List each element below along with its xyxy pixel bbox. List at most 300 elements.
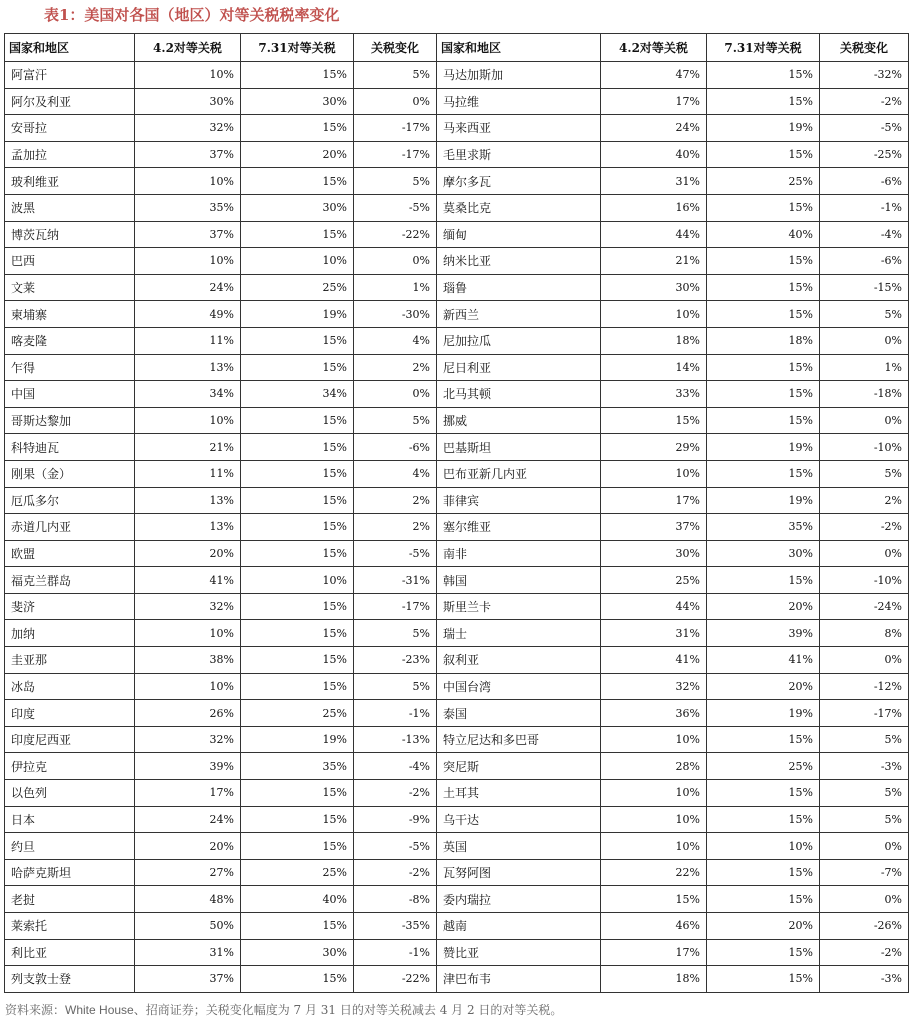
left-tariff-change-cell: -17% [354,115,437,142]
right-country-cell: 北马其顿 [437,381,601,408]
right-apr2-tariff-cell: 37% [601,514,707,541]
left-jul31-tariff-cell: 10% [241,248,354,275]
left-country-cell: 波黑 [5,194,135,221]
right-tariff-change-cell: -10% [820,567,909,594]
right-jul31-tariff-cell: 15% [707,62,820,89]
right-jul31-tariff-cell: 15% [707,248,820,275]
table-row [5,194,909,221]
table-row [5,620,909,647]
left-apr2-tariff-cell: 37% [135,966,241,993]
right-apr2-tariff-cell: 10% [601,301,707,328]
left-tariff-change-cell: -35% [354,913,437,940]
left-jul31-tariff-cell: 30% [241,88,354,115]
left-tariff-change-cell: -6% [354,434,437,461]
left-apr2-tariff-cell: 32% [135,115,241,142]
left-country-cell: 以色列 [5,780,135,807]
left-country-cell: 伊拉克 [5,753,135,780]
right-jul31-tariff-cell: 15% [707,354,820,381]
right-tariff-change-cell: 0% [820,833,909,860]
right-tariff-change-cell: -12% [820,673,909,700]
left-jul31-tariff-cell: 15% [241,460,354,487]
left-tariff-change-cell: -30% [354,301,437,328]
table-header-row [5,34,909,62]
left-country-cell: 加纳 [5,620,135,647]
left-apr2-tariff-cell: 24% [135,806,241,833]
right-country-cell: 纳米比亚 [437,248,601,275]
left-apr2-tariff-cell: 13% [135,487,241,514]
right-tariff-change-cell: 0% [820,886,909,913]
right-jul31-tariff-cell: 35% [707,514,820,541]
left-jul31-tariff-cell: 15% [241,593,354,620]
left-apr2-tariff-cell: 13% [135,354,241,381]
left-tariff-change-cell: 0% [354,381,437,408]
right-apr2-tariff-cell: 16% [601,194,707,221]
left-apr2-tariff-cell: 41% [135,567,241,594]
right-jul31-tariff-cell: 19% [707,434,820,461]
right-country-cell: 尼加拉瓜 [437,327,601,354]
table-row [5,753,909,780]
table-row [5,806,909,833]
left-jul31-tariff-cell: 34% [241,381,354,408]
right-apr2-tariff-cell: 31% [601,168,707,195]
right-country-cell: 马来西亚 [437,115,601,142]
table-row [5,966,909,993]
table-title: 表1：美国对各国（地区）对等关税税率变化 [44,6,340,24]
right-apr2-tariff-cell: 31% [601,620,707,647]
left-apr2-tariff-cell: 50% [135,913,241,940]
right-jul31-tariff-cell: 20% [707,593,820,620]
right-apr2-tariff-cell: 10% [601,806,707,833]
right-jul31-tariff-cell: 19% [707,700,820,727]
right-tariff-change-cell: 5% [820,726,909,753]
left-jul31-tariff-cell: 15% [241,673,354,700]
left-apr2-tariff-cell: 39% [135,753,241,780]
left-tariff-change-cell: -5% [354,540,437,567]
right-apr2-tariff-cell: 10% [601,460,707,487]
left-tariff-change-cell: -1% [354,939,437,966]
left-jul31-tariff-cell: 15% [241,913,354,940]
right-country-cell: 菲律宾 [437,487,601,514]
left-country-cell: 安哥拉 [5,115,135,142]
right-country-cell: 叙利亚 [437,647,601,674]
right-jul31-tariff-cell: 15% [707,939,820,966]
left-country-cell: 博茨瓦纳 [5,221,135,248]
right-tariff-change-cell: 0% [820,647,909,674]
left-jul31-tariff-cell: 15% [241,647,354,674]
left-apr2-tariff-cell: 31% [135,939,241,966]
right-apr2-tariff-cell: 24% [601,115,707,142]
right-jul31-tariff-cell: 15% [707,381,820,408]
left-jul31-tariff-cell: 19% [241,301,354,328]
table-row [5,434,909,461]
left-tariff-change-cell: 5% [354,673,437,700]
right-jul31-tariff-cell: 15% [707,88,820,115]
left-country-cell: 巴西 [5,248,135,275]
left-tariff-change-cell: 0% [354,248,437,275]
left-jul31-tariff-cell: 19% [241,726,354,753]
table-row [5,726,909,753]
table-row [5,593,909,620]
right-tariff-change-cell: -1% [820,194,909,221]
left-country-cell: 印度尼西亚 [5,726,135,753]
header-country-right: 国家和地区 [437,34,601,62]
right-tariff-change-cell: -24% [820,593,909,620]
right-tariff-change-cell: -6% [820,248,909,275]
right-jul31-tariff-cell: 20% [707,913,820,940]
left-apr2-tariff-cell: 48% [135,886,241,913]
right-jul31-tariff-cell: 39% [707,620,820,647]
right-country-cell: 英国 [437,833,601,860]
left-country-cell: 文莱 [5,274,135,301]
left-jul31-tariff-cell: 15% [241,620,354,647]
left-tariff-change-cell: 5% [354,620,437,647]
right-apr2-tariff-cell: 15% [601,407,707,434]
left-tariff-change-cell: 1% [354,274,437,301]
right-country-cell: 瑙鲁 [437,274,601,301]
left-apr2-tariff-cell: 20% [135,833,241,860]
right-country-cell: 土耳其 [437,780,601,807]
right-country-cell: 瑞士 [437,620,601,647]
right-country-cell: 韩国 [437,567,601,594]
right-country-cell: 缅甸 [437,221,601,248]
right-tariff-change-cell: -2% [820,88,909,115]
left-country-cell: 中国 [5,381,135,408]
right-apr2-tariff-cell: 10% [601,833,707,860]
table-row [5,540,909,567]
table-row [5,62,909,89]
left-country-cell: 乍得 [5,354,135,381]
left-apr2-tariff-cell: 38% [135,647,241,674]
table-row [5,700,909,727]
right-apr2-tariff-cell: 22% [601,859,707,886]
left-tariff-change-cell: -9% [354,806,437,833]
right-apr2-tariff-cell: 30% [601,274,707,301]
tariff-table [4,33,909,993]
left-tariff-change-cell: 5% [354,168,437,195]
right-apr2-tariff-cell: 41% [601,647,707,674]
right-country-cell: 特立尼达和多巴哥 [437,726,601,753]
table-row [5,274,909,301]
left-tariff-change-cell: 2% [354,514,437,541]
right-country-cell: 新西兰 [437,301,601,328]
left-jul31-tariff-cell: 15% [241,540,354,567]
right-apr2-tariff-cell: 28% [601,753,707,780]
right-apr2-tariff-cell: 44% [601,593,707,620]
right-jul31-tariff-cell: 40% [707,221,820,248]
left-apr2-tariff-cell: 20% [135,540,241,567]
table-row [5,168,909,195]
right-tariff-change-cell: 0% [820,327,909,354]
left-jul31-tariff-cell: 15% [241,407,354,434]
right-jul31-tariff-cell: 15% [707,726,820,753]
left-apr2-tariff-cell: 32% [135,726,241,753]
left-country-cell: 冰岛 [5,673,135,700]
right-country-cell: 马达加斯加 [437,62,601,89]
source-suffix: 、招商证券；关税变化幅度为 7 月 31 日的对等关税减去 4 月 2 日的对等关税。 [133,1003,563,1017]
left-jul31-tariff-cell: 15% [241,327,354,354]
right-country-cell: 摩尔多瓦 [437,168,601,195]
left-apr2-tariff-cell: 24% [135,274,241,301]
right-jul31-tariff-cell: 15% [707,460,820,487]
left-country-cell: 赤道几内亚 [5,514,135,541]
table-row [5,673,909,700]
right-tariff-change-cell: -26% [820,913,909,940]
left-jul31-tariff-cell: 15% [241,62,354,89]
source-org: White House [65,1003,134,1017]
table-row [5,301,909,328]
right-country-cell: 乌干达 [437,806,601,833]
left-jul31-tariff-cell: 15% [241,514,354,541]
right-tariff-change-cell: -2% [820,939,909,966]
left-country-cell: 喀麦隆 [5,327,135,354]
right-jul31-tariff-cell: 15% [707,859,820,886]
right-jul31-tariff-cell: 15% [707,567,820,594]
left-country-cell: 科特迪瓦 [5,434,135,461]
left-apr2-tariff-cell: 10% [135,248,241,275]
right-jul31-tariff-cell: 10% [707,833,820,860]
right-jul31-tariff-cell: 19% [707,487,820,514]
left-tariff-change-cell: -22% [354,966,437,993]
left-jul31-tariff-cell: 15% [241,780,354,807]
right-apr2-tariff-cell: 14% [601,354,707,381]
table-row [5,115,909,142]
right-tariff-change-cell: 5% [820,780,909,807]
right-country-cell: 南非 [437,540,601,567]
table-row [5,833,909,860]
left-jul31-tariff-cell: 15% [241,115,354,142]
left-apr2-tariff-cell: 21% [135,434,241,461]
left-tariff-change-cell: 4% [354,460,437,487]
right-apr2-tariff-cell: 10% [601,726,707,753]
right-country-cell: 泰国 [437,700,601,727]
right-apr2-tariff-cell: 18% [601,327,707,354]
right-apr2-tariff-cell: 29% [601,434,707,461]
left-jul31-tariff-cell: 15% [241,434,354,461]
right-apr2-tariff-cell: 25% [601,567,707,594]
left-tariff-change-cell: -17% [354,141,437,168]
left-country-cell: 玻利维亚 [5,168,135,195]
left-tariff-change-cell: 5% [354,62,437,89]
table-row [5,221,909,248]
left-apr2-tariff-cell: 13% [135,514,241,541]
left-tariff-change-cell: 5% [354,407,437,434]
right-jul31-tariff-cell: 18% [707,327,820,354]
left-apr2-tariff-cell: 30% [135,88,241,115]
left-country-cell: 哈萨克斯坦 [5,859,135,886]
right-jul31-tariff-cell: 25% [707,168,820,195]
left-country-cell: 厄瓜多尔 [5,487,135,514]
left-apr2-tariff-cell: 10% [135,168,241,195]
header-jul31-left: 7.31对等关税 [241,34,354,62]
left-country-cell: 刚果（金） [5,460,135,487]
right-country-cell: 尼日利亚 [437,354,601,381]
table-row [5,567,909,594]
left-jul31-tariff-cell: 30% [241,194,354,221]
right-tariff-change-cell: 5% [820,301,909,328]
left-country-cell: 阿尔及利亚 [5,88,135,115]
left-jul31-tariff-cell: 35% [241,753,354,780]
left-apr2-tariff-cell: 10% [135,620,241,647]
right-tariff-change-cell: -3% [820,753,909,780]
right-apr2-tariff-cell: 21% [601,248,707,275]
left-tariff-change-cell: -5% [354,194,437,221]
right-tariff-change-cell: 0% [820,540,909,567]
right-country-cell: 瓦努阿图 [437,859,601,886]
table-row [5,407,909,434]
left-jul31-tariff-cell: 30% [241,939,354,966]
right-jul31-tariff-cell: 15% [707,806,820,833]
table-row [5,381,909,408]
left-tariff-change-cell: -8% [354,886,437,913]
left-country-cell: 圭亚那 [5,647,135,674]
left-apr2-tariff-cell: 10% [135,62,241,89]
right-jul31-tariff-cell: 15% [707,407,820,434]
left-apr2-tariff-cell: 10% [135,673,241,700]
left-tariff-change-cell: 2% [354,354,437,381]
header-change-left: 关税变化 [354,34,437,62]
right-country-cell: 赞比亚 [437,939,601,966]
right-tariff-change-cell: -25% [820,141,909,168]
left-tariff-change-cell: 2% [354,487,437,514]
right-country-cell: 巴基斯坦 [437,434,601,461]
left-jul31-tariff-cell: 20% [241,141,354,168]
left-apr2-tariff-cell: 17% [135,780,241,807]
right-tariff-change-cell: -6% [820,168,909,195]
right-apr2-tariff-cell: 15% [601,886,707,913]
right-tariff-change-cell: 5% [820,806,909,833]
header-apr2-right: 4.2对等关税 [601,34,707,62]
left-apr2-tariff-cell: 34% [135,381,241,408]
right-jul31-tariff-cell: 15% [707,301,820,328]
left-apr2-tariff-cell: 32% [135,593,241,620]
left-apr2-tariff-cell: 35% [135,194,241,221]
source-note [5,1000,562,1020]
right-jul31-tariff-cell: 30% [707,540,820,567]
right-jul31-tariff-cell: 15% [707,274,820,301]
right-tariff-change-cell: -15% [820,274,909,301]
right-jul31-tariff-cell: 15% [707,966,820,993]
left-apr2-tariff-cell: 11% [135,460,241,487]
left-jul31-tariff-cell: 25% [241,859,354,886]
left-jul31-tariff-cell: 15% [241,221,354,248]
right-tariff-change-cell: -2% [820,514,909,541]
left-apr2-tariff-cell: 37% [135,221,241,248]
table-row [5,859,909,886]
left-country-cell: 欧盟 [5,540,135,567]
left-jul31-tariff-cell: 15% [241,168,354,195]
right-jul31-tariff-cell: 15% [707,886,820,913]
right-apr2-tariff-cell: 46% [601,913,707,940]
left-jul31-tariff-cell: 15% [241,833,354,860]
left-jul31-tariff-cell: 15% [241,806,354,833]
right-apr2-tariff-cell: 47% [601,62,707,89]
right-tariff-change-cell: -4% [820,221,909,248]
right-tariff-change-cell: 8% [820,620,909,647]
table-row [5,354,909,381]
right-country-cell: 巴布亚新几内亚 [437,460,601,487]
header-change-right: 关税变化 [820,34,909,62]
header-country-left: 国家和地区 [5,34,135,62]
right-country-cell: 斯里兰卡 [437,593,601,620]
right-tariff-change-cell: 2% [820,487,909,514]
left-country-cell: 列支敦士登 [5,966,135,993]
right-apr2-tariff-cell: 44% [601,221,707,248]
left-tariff-change-cell: -13% [354,726,437,753]
right-jul31-tariff-cell: 20% [707,673,820,700]
left-tariff-change-cell: -17% [354,593,437,620]
source-prefix: 资料来源： [5,1003,66,1017]
left-country-cell: 老挝 [5,886,135,913]
right-tariff-change-cell: -5% [820,115,909,142]
left-jul31-tariff-cell: 15% [241,966,354,993]
left-jul31-tariff-cell: 40% [241,886,354,913]
right-country-cell: 莫桑比克 [437,194,601,221]
left-apr2-tariff-cell: 10% [135,407,241,434]
left-country-cell: 孟加拉 [5,141,135,168]
right-country-cell: 挪威 [437,407,601,434]
right-apr2-tariff-cell: 10% [601,780,707,807]
right-tariff-change-cell: -10% [820,434,909,461]
left-tariff-change-cell: 4% [354,327,437,354]
right-tariff-change-cell: 1% [820,354,909,381]
right-jul31-tariff-cell: 41% [707,647,820,674]
right-tariff-change-cell: -17% [820,700,909,727]
left-apr2-tariff-cell: 11% [135,327,241,354]
left-jul31-tariff-cell: 15% [241,487,354,514]
right-jul31-tariff-cell: 15% [707,194,820,221]
left-country-cell: 莱索托 [5,913,135,940]
table-row [5,913,909,940]
right-jul31-tariff-cell: 19% [707,115,820,142]
table-row [5,647,909,674]
left-tariff-change-cell: -2% [354,859,437,886]
left-jul31-tariff-cell: 15% [241,354,354,381]
table-row [5,88,909,115]
right-apr2-tariff-cell: 32% [601,673,707,700]
left-country-cell: 哥斯达黎加 [5,407,135,434]
left-tariff-change-cell: -31% [354,567,437,594]
left-country-cell: 日本 [5,806,135,833]
left-apr2-tariff-cell: 26% [135,700,241,727]
right-country-cell: 马拉维 [437,88,601,115]
left-apr2-tariff-cell: 37% [135,141,241,168]
left-country-cell: 柬埔寨 [5,301,135,328]
right-tariff-change-cell: -3% [820,966,909,993]
left-tariff-change-cell: -22% [354,221,437,248]
right-country-cell: 中国台湾 [437,673,601,700]
left-apr2-tariff-cell: 49% [135,301,241,328]
right-tariff-change-cell: 5% [820,460,909,487]
right-apr2-tariff-cell: 17% [601,487,707,514]
left-tariff-change-cell: -2% [354,780,437,807]
table-row [5,886,909,913]
right-apr2-tariff-cell: 17% [601,939,707,966]
right-country-cell: 塞尔维亚 [437,514,601,541]
right-apr2-tariff-cell: 40% [601,141,707,168]
left-country-cell: 福克兰群岛 [5,567,135,594]
right-country-cell: 越南 [437,913,601,940]
left-jul31-tariff-cell: 10% [241,567,354,594]
table-row [5,327,909,354]
table-row [5,487,909,514]
left-jul31-tariff-cell: 25% [241,700,354,727]
table-row [5,248,909,275]
table-row [5,780,909,807]
right-apr2-tariff-cell: 30% [601,540,707,567]
left-jul31-tariff-cell: 25% [241,274,354,301]
right-jul31-tariff-cell: 15% [707,141,820,168]
table-row [5,460,909,487]
